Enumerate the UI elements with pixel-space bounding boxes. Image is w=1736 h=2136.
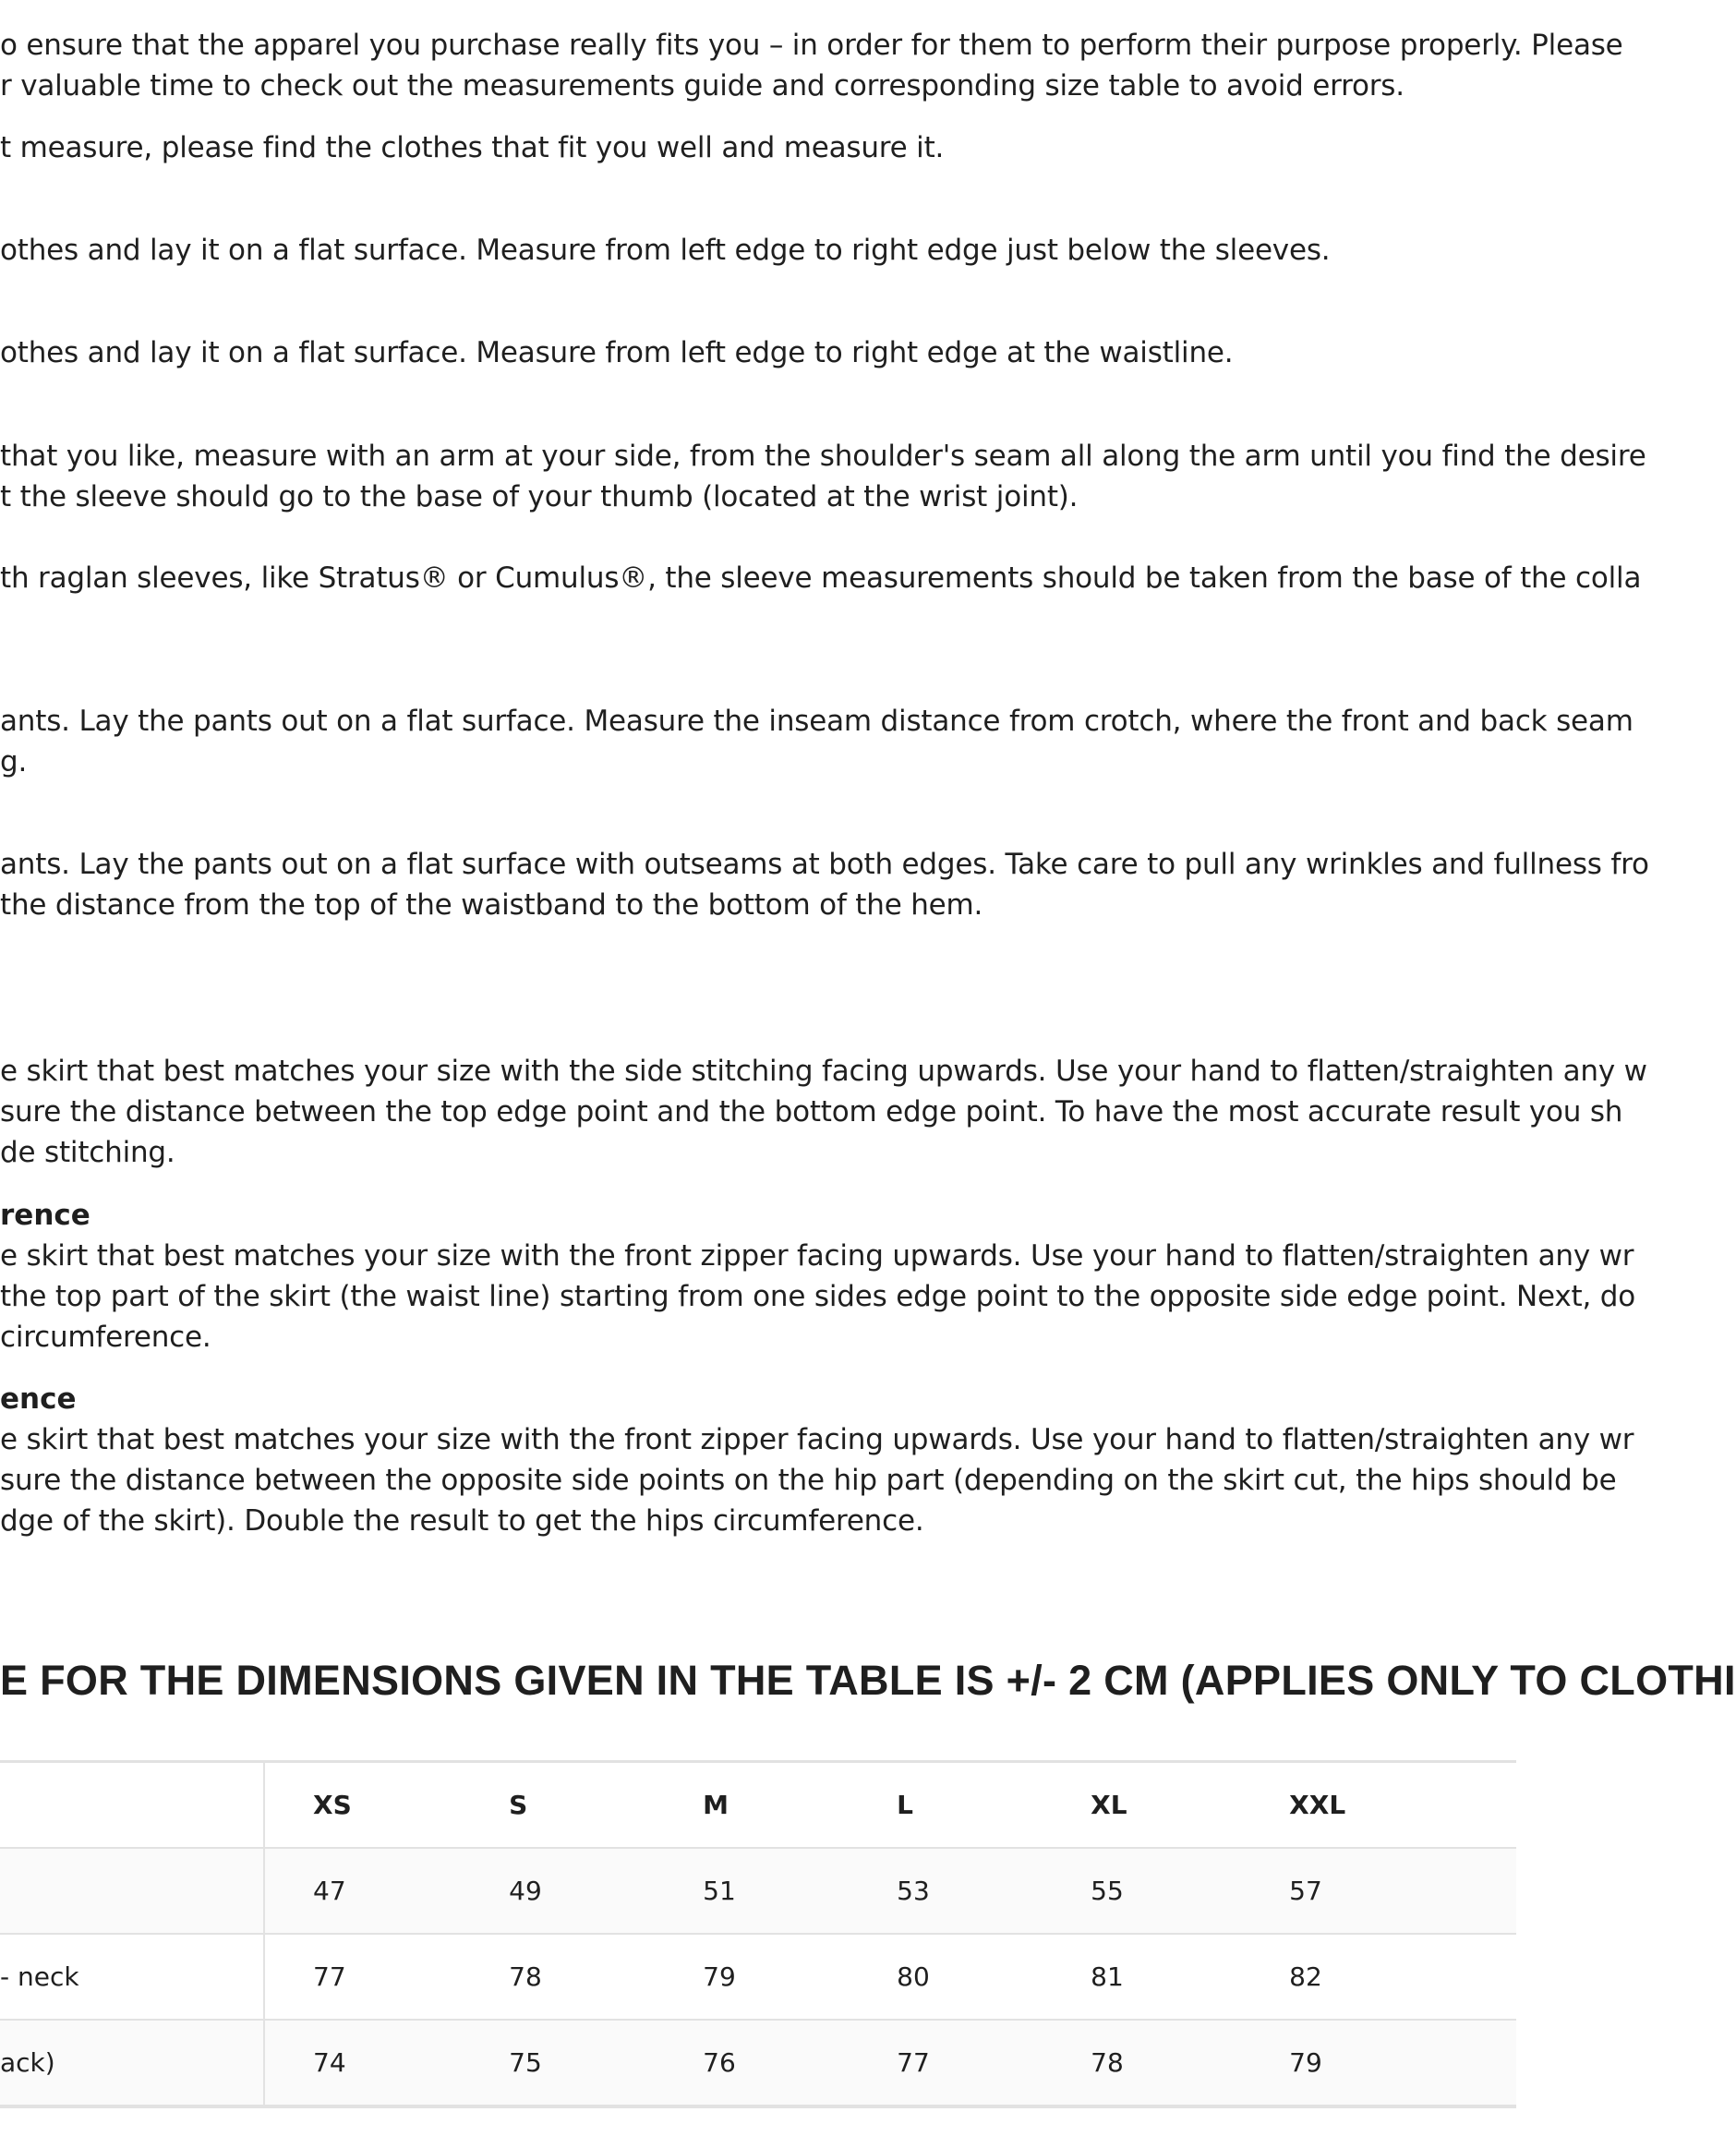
header-size-xl: XL [1091, 1762, 1289, 1849]
table-cell: 76 [703, 2020, 897, 2106]
waist-circumference-line-3: circumference. [0, 1321, 211, 1354]
waist-circumference-instruction [0, 1236, 1635, 1358]
table-cell: 82 [1289, 1934, 1516, 2020]
size-table [0, 1760, 1516, 2108]
inseam-line-1: ants. Lay the pants out on a flat surface. Measure the inseam distance from crotch, where the front and back seam [0, 705, 1634, 738]
outseam-line-1: ants. Lay the pants out on a flat surface with outseams at both edges. Take care to pull any wrinkles and fullness fro [0, 848, 1649, 881]
waist-circumference-line-1: e skirt that best matches your size with the front zipper facing upwards. Use your hand to flatten/straighten any wr [0, 1239, 1634, 1273]
tolerance-notice: E FOR THE DIMENSIONS GIVEN IN THE TABLE IS +/- 2 CM (APPLIES ONLY TO CLOTHI [0, 1657, 1736, 1704]
inseam-instruction [0, 701, 1634, 782]
table-cell: 47 [264, 1848, 509, 1934]
table-row [0, 2020, 1516, 2106]
table-cell: 55 [1091, 1848, 1289, 1934]
hips-circumference-line-2: sure the distance between the opposite side points on the hip part (depending on the skirt cut, the hips should be [0, 1464, 1617, 1497]
table-cell: 53 [897, 1848, 1091, 1934]
table-cell: 77 [897, 2020, 1091, 2106]
header-size-m: M [703, 1762, 897, 1849]
table-cell: 75 [509, 2020, 703, 2106]
intro-paragraph [0, 25, 1623, 106]
header-size-xxl: XXL [1289, 1762, 1516, 1849]
table-cell: 77 [264, 1934, 509, 2020]
sleeve-instruction [0, 436, 1646, 517]
chest-instruction: othes and lay it on a flat surface. Measure from left edge to right edge just below the sleeves. [0, 234, 1331, 267]
table-cell: 57 [1289, 1848, 1516, 1934]
table-row [0, 1934, 1516, 2020]
header-size-s: S [509, 1762, 703, 1849]
waist-circumference-heading: rence [0, 1199, 90, 1232]
outseam-instruction [0, 844, 1649, 925]
hips-circumference-line-3: dge of the skirt). Double the result to get the hips circumference. [0, 1504, 924, 1538]
hips-circumference-heading: ence [0, 1382, 77, 1416]
table-cell: 49 [509, 1848, 703, 1934]
table-cell: 74 [264, 2020, 509, 2106]
row-label: - neck [0, 1934, 264, 2020]
skirt-length-line-3: de stitching. [0, 1136, 175, 1169]
hips-circumference-line-1: e skirt that best matches your size with the front zipper facing upwards. Use your hand to flatten/straighten any wr [0, 1423, 1634, 1456]
table-cell: 80 [897, 1934, 1091, 2020]
row-label [0, 1848, 264, 1934]
skirt-length-line-2: sure the distance between the top edge point and the bottom edge point. To have the most accurate result you sh [0, 1095, 1623, 1128]
table-row [0, 1848, 1516, 1934]
size-table-header-row [0, 1762, 1516, 1849]
table-cell: 79 [1289, 2020, 1516, 2106]
skirt-length-line-1: e skirt that best matches your size with the side stitching facing upwards. Use your hand to flatten/straighten any w [0, 1055, 1647, 1088]
table-cell: 78 [509, 1934, 703, 2020]
waist-instruction: othes and lay it on a flat surface. Measure from left edge to right edge at the waistline. [0, 336, 1234, 369]
table-cell: 78 [1091, 2020, 1289, 2106]
header-size-xs: XS [264, 1762, 509, 1849]
row-label: ack) [0, 2020, 264, 2106]
inseam-line-2: g. [0, 745, 28, 778]
sleeve-line-1: that you like, measure with an arm at your side, from the shoulder's seam all along the arm until you find the desire [0, 440, 1646, 473]
hips-circumference-instruction [0, 1419, 1634, 1541]
table-cell: 79 [703, 1934, 897, 2020]
table-cell: 51 [703, 1848, 897, 1934]
header-size-l: L [897, 1762, 1091, 1849]
skirt-length-instruction [0, 1051, 1647, 1173]
waist-circumference-line-2: the top part of the skirt (the waist line) starting from one sides edge point to the opposite side edge point. Next, do [0, 1280, 1635, 1313]
raglan-instruction: th raglan sleeves, like Stratus® or Cumulus®, the sleeve measurements should be taken from the base of the colla [0, 561, 1642, 595]
header-label-cell [0, 1762, 264, 1849]
sleeve-line-2: t the sleeve should go to the base of your thumb (located at the wrist joint). [0, 480, 1079, 513]
intro-line-2: r valuable time to check out the measurements guide and corresponding size table to avoid errors. [0, 69, 1404, 103]
intro-line-1: o ensure that the apparel you purchase really fits you – in order for them to perform their purpose properly. Please [0, 29, 1623, 62]
table-cell: 81 [1091, 1934, 1289, 2020]
outseam-line-2: the distance from the top of the waistband to the bottom of the hem. [0, 888, 983, 922]
measure-note: t measure, please find the clothes that fit you well and measure it. [0, 131, 945, 164]
